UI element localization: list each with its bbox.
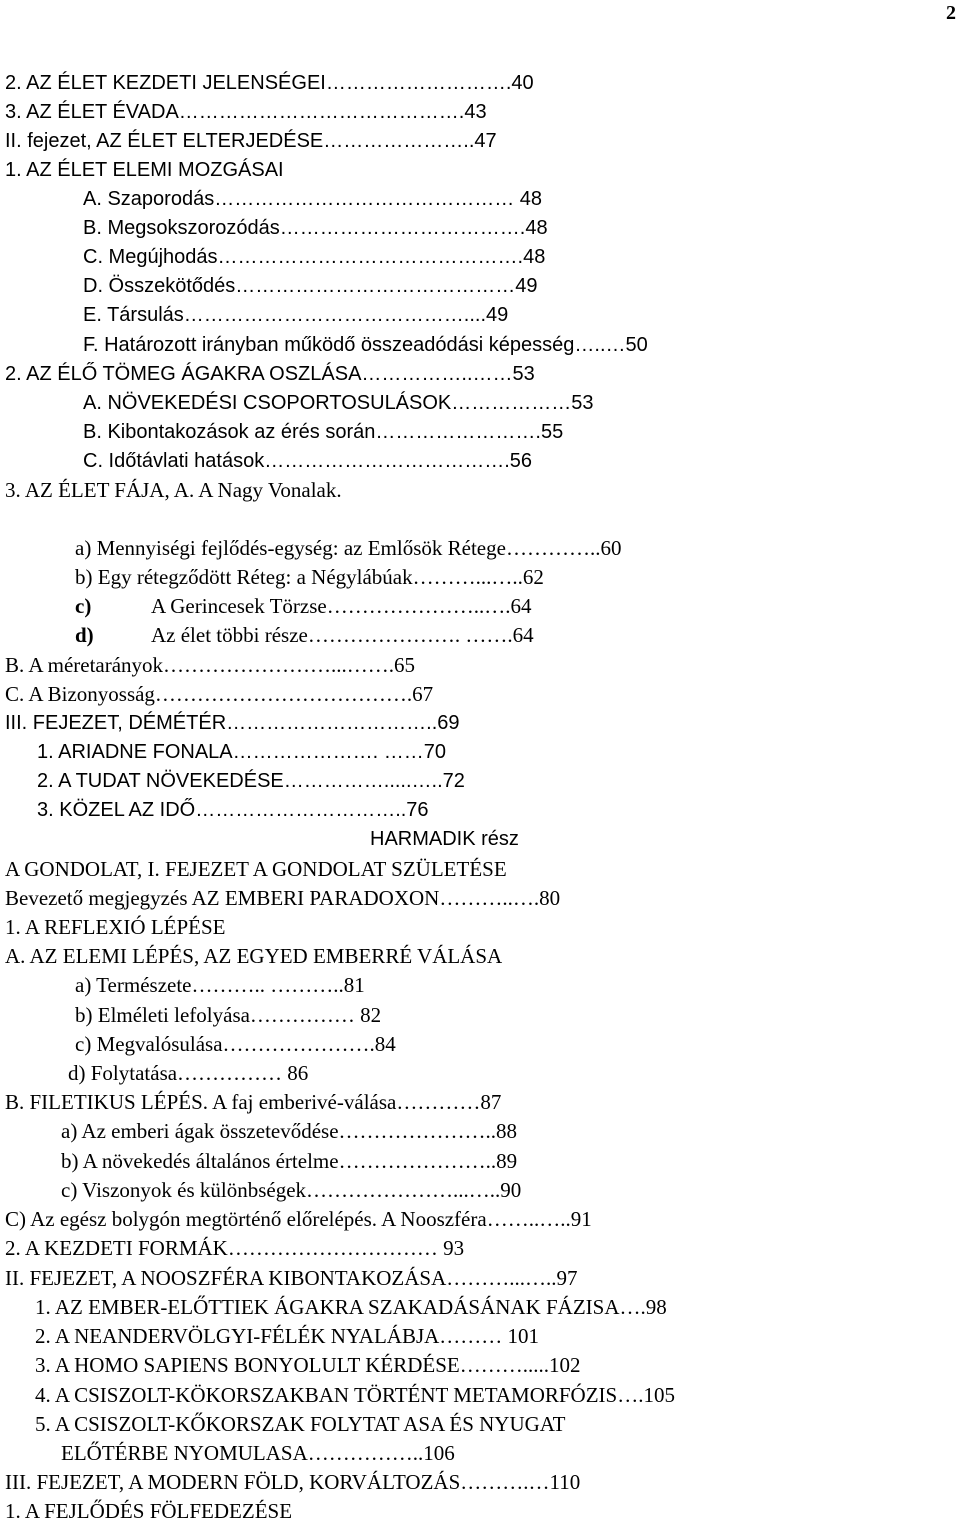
toc-line: A. NÖVEKEDÉSI CSOPORTOSULÁSOK………………53	[83, 392, 594, 414]
toc-line: d) Folytatása…………… 86	[68, 1061, 309, 1085]
toc-line: 1. A REFLEXIÓ LÉPÉSE	[5, 915, 226, 939]
toc-line: B. A méretarányok……………………...…….65	[5, 653, 416, 677]
toc-line: 1. AZ EMBER-ELŐTTIEK ÁGAKRA SZAKADÁSÁNAK FÁZISA….98	[35, 1295, 667, 1319]
list-marker: d)	[75, 623, 94, 647]
toc-line: Bevezető megjegyzés AZ EMBERI PARADOXON………..….80	[5, 886, 561, 910]
list-marker: c)	[75, 594, 92, 618]
toc-line: ELŐTÉRBE NYOMULASA……………..106	[61, 1441, 455, 1465]
toc-line: 1. A FEJLŐDÉS FÖLFEDEZÉSE	[5, 1499, 293, 1523]
toc-line: D. Összekötődés……………………………………49	[83, 275, 538, 297]
toc-line: C. A Bizonyosság……………………………….67	[5, 682, 434, 706]
toc-line: b) A növekedés általános értelme…………………..89	[61, 1149, 518, 1173]
toc-line: 4. A CSISZOLT-KÖKORSZAKBAN TÖRTÉNT METAMORFÓZIS….105	[35, 1383, 675, 1407]
toc-line: III. FEJEZET, A MODERN FÖLD, KORVÁLTOZÁS……….…110	[5, 1470, 581, 1494]
toc-line: b) Elméleti lefolyása…………… 82	[75, 1003, 382, 1027]
toc-line	[75, 623, 534, 647]
toc-line: B. FILETIKUS LÉPÉS. A faj emberivé-válása…………87	[5, 1090, 502, 1114]
toc-line: 1. AZ ÉLET ELEMI MOZGÁSAI	[5, 159, 284, 181]
toc-line: 2. A TUDAT NÖVEKEDÉSE…………….....…..72	[37, 770, 465, 792]
toc-line-text: Az élet többi része…………………. …….64	[151, 623, 534, 647]
toc-line: b) Egy rétegződött Réteg: a Négylábúak………...…..62	[75, 565, 544, 589]
toc-line: 3. KÖZEL AZ IDŐ…………………………..76	[37, 799, 429, 821]
toc-line: F. Határozott irányban működő összeadódási képesség…..…50	[83, 334, 648, 356]
toc-line: III. FEJEZET, DÉMÉTÉR…………………………..69	[5, 712, 460, 734]
toc-line: a) Az emberi ágak összetevődése…………………..88	[61, 1119, 518, 1143]
toc-line: E. Társulás……………………………………....49	[83, 304, 509, 326]
toc-line-text: A Gerincesek Törzse…………………..….64	[151, 594, 532, 618]
toc-line: II. fejezet, AZ ÉLET ELTERJEDÉSE…………………..47	[5, 130, 497, 152]
toc-line: 3. A HOMO SAPIENS BONYOLULT KÉRDÉSE……….....102	[35, 1353, 581, 1377]
toc-line: B. Megsokszorozódás……………………………….48	[83, 217, 548, 239]
toc-line: 5. A CSISZOLT-KŐKORSZAK FOLYTAT ASA ÉS NYUGAT	[35, 1412, 566, 1436]
page-number: 2	[946, 2, 956, 24]
toc-line: A GONDOLAT, I. FEJEZET A GONDOLAT SZÜLETÉSE	[5, 857, 507, 881]
toc-line: A. Szaporodás……………………………………… 48	[83, 188, 542, 210]
toc-line: a) Mennyiségi fejlődés-egység: az Emlősök Rétege…………..60	[75, 536, 622, 560]
toc-line: 1. ARIADNE FONALA…………………. ……70	[37, 741, 446, 763]
toc-line	[75, 594, 531, 618]
toc-line: a) Természete……….. ………..81	[75, 973, 365, 997]
toc-line: c) Megvalósulása………………….84	[75, 1032, 396, 1056]
toc-line: C. Időtávlati hatások……………………………….56	[83, 450, 533, 472]
toc-line: B. Kibontakozások az érés során…………………….55	[83, 421, 564, 443]
toc-line: 3. AZ ÉLET ÉVADA…………………………………….43	[5, 101, 487, 123]
toc-line: II. FEJEZET, A NOOSZFÉRA KIBONTAKOZÁSA………...…..97	[5, 1266, 578, 1290]
toc-line: 2. A KEZDETI FORMÁK………………………… 93	[5, 1236, 465, 1260]
toc-line: 2. AZ ÉLŐ TÖMEG ÁGAKRA OSZLÁSA……………..……53	[5, 363, 535, 385]
toc-line: C. Megújhodás……………………………………….48	[83, 246, 546, 268]
toc-line: C) Az egész bolygón megtörténő előrelépés. A Nooszféra……..…..91	[5, 1207, 592, 1231]
section-heading: HARMADIK rész	[370, 828, 519, 850]
toc-line: c) Viszonyok és különbségek…………………...…..90	[61, 1178, 522, 1202]
toc-line: 2. AZ ÉLET KEZDETI JELENSÉGEI……………………….40	[5, 72, 534, 94]
toc-line: 3. AZ ÉLET FÁJA, A. A Nagy Vonalak.	[5, 478, 342, 502]
toc-line: A. AZ ELEMI LÉPÉS, AZ EGYED EMBERRÉ VÁLÁSA	[5, 944, 503, 968]
toc-line: 2. A NEANDERVÖLGYI-FÉLÉK NYALÁBJA……… 101	[35, 1324, 540, 1348]
